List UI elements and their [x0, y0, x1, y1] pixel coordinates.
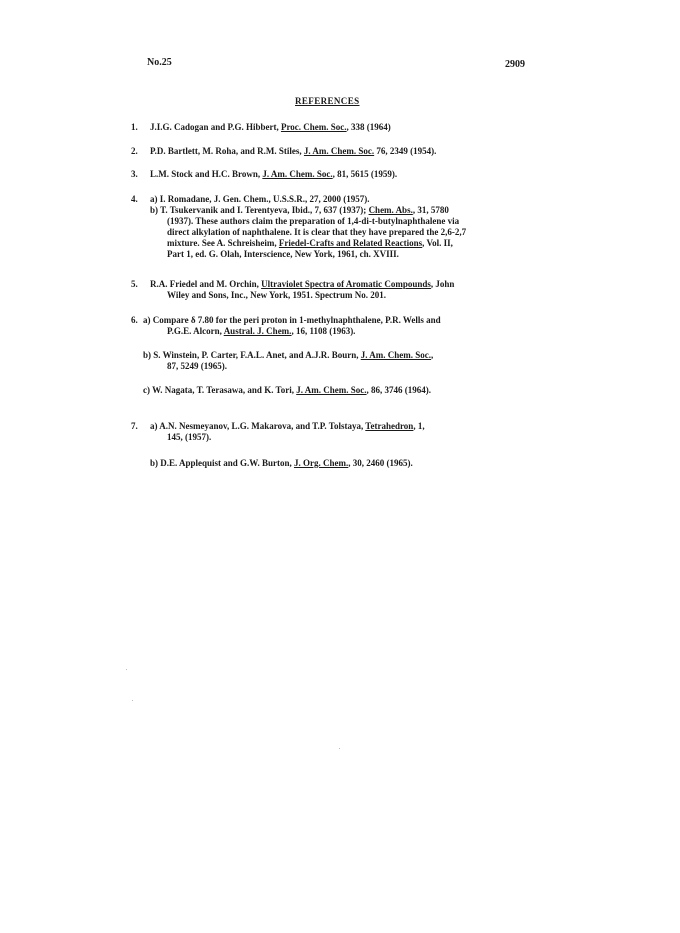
ref-7b-journal: J. Org. Chem.: [293, 458, 349, 468]
ref-3-journal: J. Am. Chem. Soc.: [262, 169, 333, 179]
issue-number: No.25: [147, 57, 172, 68]
ref-7a-authors: a) A.N. Nesmeyanov, L.G. Makarova, and T.P. Tolstaya,: [150, 421, 366, 431]
reference-7a-line-1: [150, 421, 425, 432]
reference-2: [150, 146, 436, 157]
ref-4b-see: mixture. See A. Schreisheim,: [167, 238, 279, 248]
ref-6a-citation: , 16, 1108 (1963).: [291, 326, 356, 336]
ref-4b-journal: Chem. Abs.: [368, 205, 413, 215]
ref-number-1: 1.: [131, 122, 138, 132]
ref-1-citation: , 338 (1964): [346, 122, 391, 132]
ref-6b-journal: J. Am. Chem. Soc.: [360, 350, 431, 360]
reference-4b-line-2: (1937). These authors claim the preparation of 1,4-di-t-butylnaphthalene via: [167, 216, 460, 226]
ref-3-citation: , 81, 5615 (1959).: [332, 169, 398, 179]
reference-6c: [143, 385, 431, 396]
ref-6b-authors: b) S. Winstein, P. Carter, F.A.L. Anet, and A.J.R. Bourn,: [143, 350, 361, 360]
reference-6b-line-1: [143, 350, 433, 361]
ref-7a-volume: , 1,: [413, 421, 425, 431]
ref-7b-citation: , 30, 2460 (1965).: [348, 458, 413, 468]
reference-6a-line-1: a) Compare δ 7.80 for the peri proton in 1-methylnaphthalene, P.R. Wells and: [143, 315, 441, 325]
ref-number-3: 3.: [131, 169, 138, 179]
ref-7b-authors: b) D.E. Applequist and G.W. Burton,: [150, 458, 294, 468]
reference-3: [150, 169, 397, 180]
reference-7a-line-2: 145, (1957).: [167, 432, 212, 442]
ref-4b-authors: b) T. Tsukervanik and I. Terentyeva, Ibid., 7, 637 (1937);: [150, 205, 369, 215]
ref-6c-citation: , 86, 3746 (1964).: [366, 385, 431, 395]
reference-4b-line-3: direct alkylation of naphthalene. It is clear that they have prepared the 2,6-2,7: [167, 227, 467, 237]
scan-speck: [132, 700, 133, 701]
reference-4b-line-1: [150, 205, 449, 216]
references-heading: REFERENCES: [295, 96, 360, 106]
ref-6b-comma: ,: [430, 350, 434, 360]
ref-2-authors: P.D. Bartlett, M. Roha, and R.M. Stiles,: [150, 146, 304, 156]
ref-5-publisher-start: , John: [430, 279, 455, 289]
ref-7a-journal: Tetrahedron: [365, 421, 414, 431]
reference-4b-line-4: [167, 238, 453, 249]
reference-5-line-1: [150, 279, 454, 290]
reference-6a-line-2: [167, 326, 355, 337]
ref-4b-volume: , Vol. II,: [422, 238, 453, 248]
ref-1-authors: J.I.G. Cadogan and P.G. Hibbert,: [150, 122, 281, 132]
reference-6b-line-2: 87, 5249 (1965).: [167, 361, 227, 371]
ref-2-citation: 76, 2349 (1954).: [374, 146, 437, 156]
ref-number-2: 2.: [131, 146, 138, 156]
ref-6c-journal: J. Am. Chem. Soc.: [296, 385, 367, 395]
reference-4a: a) I. Romadane, J. Gen. Chem., U.S.S.R., 27, 2000 (1957).: [150, 194, 370, 204]
ref-1-journal: Proc. Chem. Soc.: [280, 122, 347, 132]
ref-4b-citation: , 31, 5780: [412, 205, 449, 215]
ref-number-5: 5.: [131, 279, 138, 289]
scan-speck: [339, 748, 340, 749]
ref-number-4: 4.: [131, 194, 138, 204]
ref-number-7: 7.: [131, 421, 138, 431]
reference-4b-line-5: Part 1, ed. G. Olah, Interscience, New York, 1961, ch. XVIII.: [167, 249, 399, 259]
ref-3-authors: L.M. Stock and H.C. Brown,: [150, 169, 263, 179]
ref-2-journal: J. Am. Chem. Soc.: [303, 146, 375, 156]
reference-1: [150, 122, 391, 133]
ref-6c-authors: c) W. Nagata, T. Terasawa, and K. Tori,: [143, 385, 297, 395]
scan-speck: [126, 669, 127, 670]
ref-4b-book-title: Friedel-Crafts and Related Reactions: [278, 238, 423, 248]
ref-5-book-title: Ultraviolet Spectra of Aromatic Compounds: [261, 279, 431, 289]
reference-5-line-2: Wiley and Sons, Inc., New York, 1951. Spectrum No. 201.: [167, 290, 387, 300]
ref-5-authors: R.A. Friedel and M. Orchin,: [150, 279, 262, 289]
ref-number-6: 6.: [131, 315, 138, 325]
page-number: 2909: [505, 59, 525, 70]
ref-6a-authors: P.G.E. Alcorn,: [167, 326, 224, 336]
ref-6a-journal: Austral. J. Chem.: [223, 326, 292, 336]
reference-7b: [150, 458, 413, 469]
